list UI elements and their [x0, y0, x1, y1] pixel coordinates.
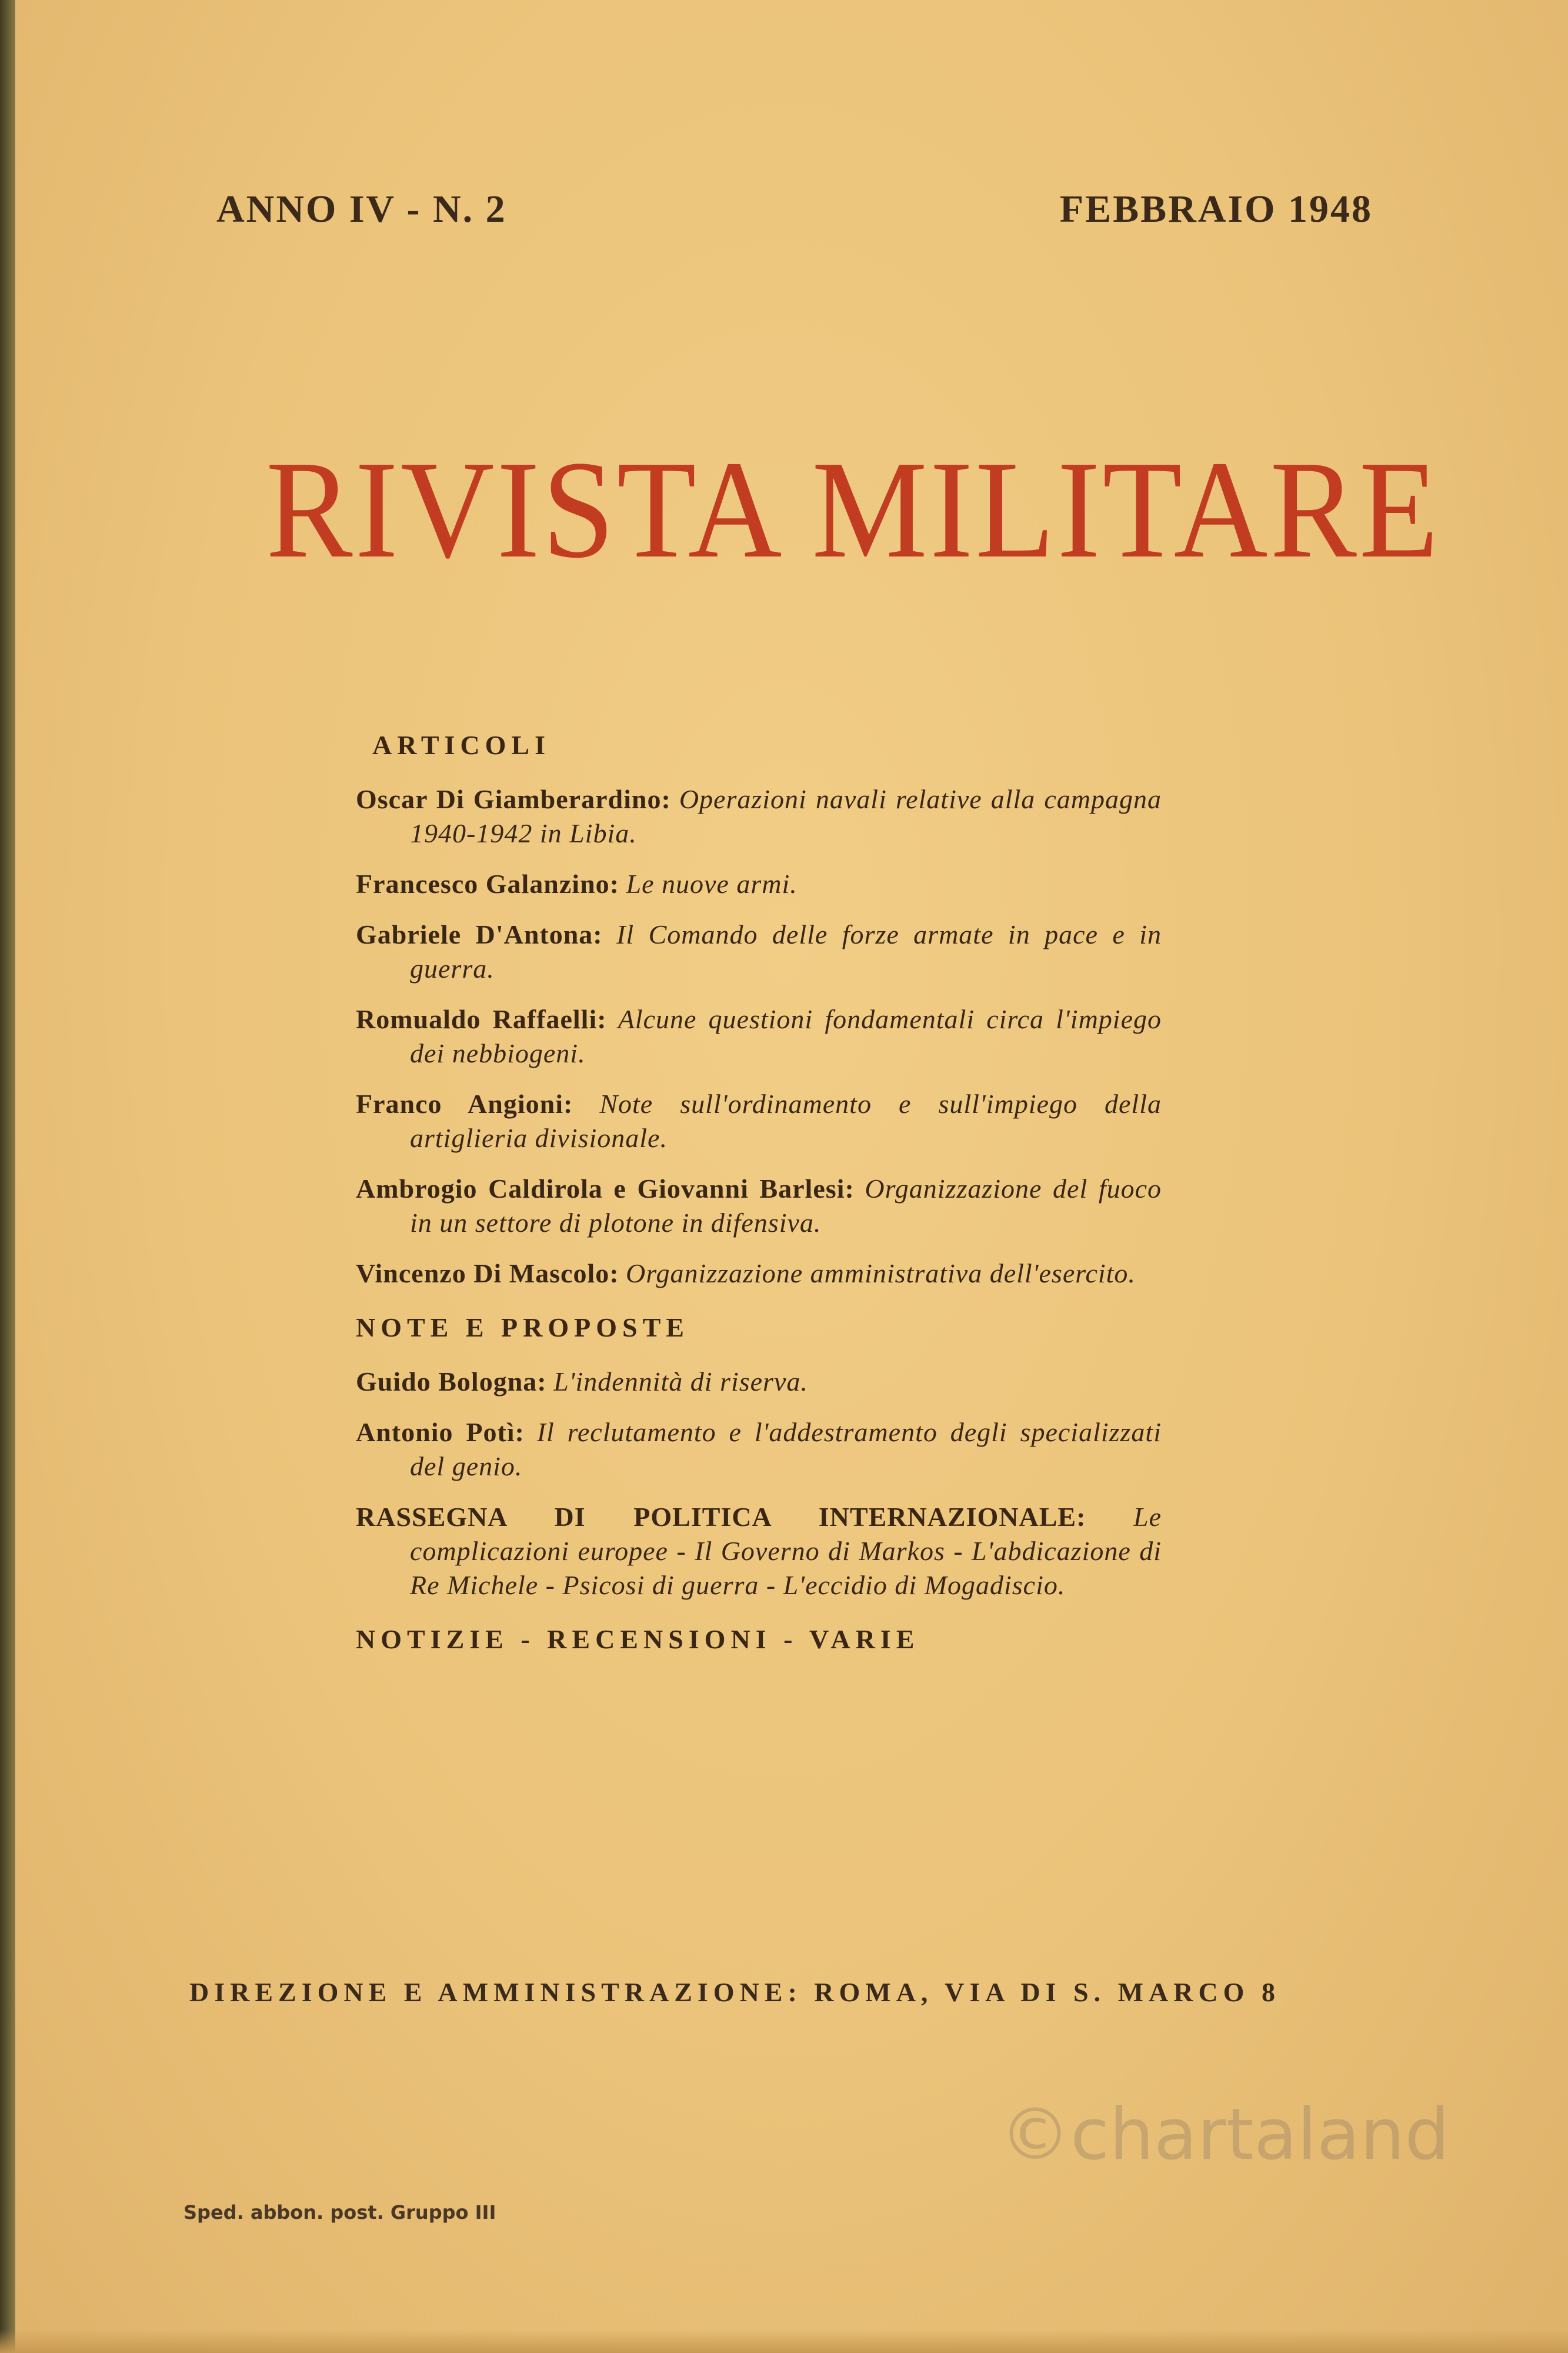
postal-note: Sped. abbon. post. Gruppo III — [184, 2201, 496, 2224]
article-author: Francesco Galanzino: — [356, 869, 619, 899]
article-author: Franco Angioni: — [356, 1089, 573, 1119]
magazine-title: RIVISTA MILITARE — [266, 432, 1441, 587]
article-entry — [356, 1172, 1162, 1240]
article-title: Le nuove armi. — [626, 869, 798, 899]
article-title: Note sull'ordinamento e sull'impiego della artiglieria divisionale. — [410, 1089, 1162, 1153]
issue-number: ANNO IV - N. 2 — [216, 188, 507, 231]
section-note-proposte: NOTE E PROPOSTE — [356, 1312, 689, 1342]
section-articoli: ARTICOLI — [372, 730, 551, 760]
note-author: Antonio Potì: — [356, 1417, 525, 1447]
article-title: Il Comando delle forze armate in pace e in guerra. — [410, 919, 1162, 984]
cover-spine-edge — [0, 0, 15, 2353]
cover-bottom-edge — [0, 2329, 1568, 2353]
article-author: Gabriele D'Antona: — [356, 919, 603, 949]
rassegna-entry — [356, 1500, 1162, 1602]
article-title: Alcune questioni fondamentali circa l'impiego dei nebbiogeni. — [410, 1004, 1162, 1068]
article-title: Organizzazione del fuoco in un settore di plotone in difensiva. — [410, 1174, 1162, 1238]
note-entry — [356, 1365, 1162, 1399]
note-author: Guido Bologna: — [356, 1367, 547, 1397]
article-author: Romualdo Raffaelli: — [356, 1004, 607, 1034]
issue-date: FEBBRAIO 1948 — [1059, 188, 1373, 231]
article-title: Organizzazione amministrativa dell'esercito. — [626, 1258, 1136, 1288]
article-entry — [356, 918, 1162, 986]
rassegna-topics: Le complicazioni europee - Il Governo di Markos - L'abdicazione di Re Michele - Psicosi di guerra - L'eccidio di Mogadiscio. — [410, 1502, 1162, 1600]
note-title: Il reclutamento e l'addestramento degli specializzati del genio. — [410, 1417, 1162, 1481]
note-title: L'indennità di riserva. — [553, 1367, 808, 1397]
article-author: Ambrogio Caldirola e Giovanni Barlesi: — [356, 1174, 855, 1204]
watermark: ©chartaland — [1000, 2094, 1450, 2176]
section-notizie-recensioni-varie: NOTIZIE - RECENSIONI - VARIE — [356, 1624, 920, 1654]
rassegna-heading: RASSEGNA DI POLITICA INTERNAZIONALE: — [356, 1502, 1086, 1532]
table-of-contents — [356, 728, 1162, 1677]
article-entry — [356, 867, 1162, 901]
article-title: Operazioni navali relative alla campagna 1940-1942 in Libia. — [410, 784, 1162, 848]
article-author: Oscar Di Giamberardino: — [356, 784, 671, 814]
article-entry — [356, 1257, 1162, 1291]
article-author: Vincenzo Di Mascolo: — [356, 1258, 619, 1288]
publisher-address: DIREZIONE E AMMINISTRAZIONE: ROMA, VIA DI S. MARCO 8 — [189, 1977, 1280, 2007]
article-entry — [356, 782, 1162, 851]
article-entry — [356, 1087, 1162, 1155]
note-entry — [356, 1415, 1162, 1484]
article-entry — [356, 1002, 1162, 1071]
